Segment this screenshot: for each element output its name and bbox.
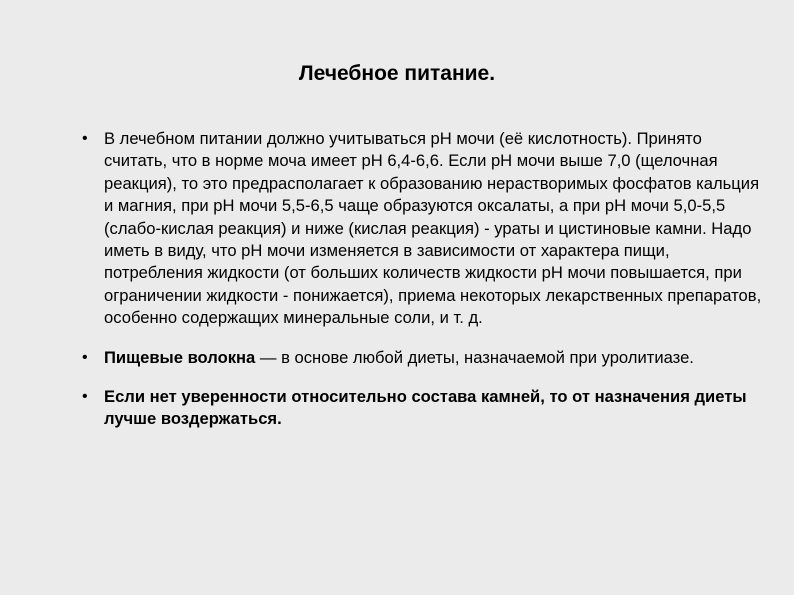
bullet-dot-icon: • bbox=[82, 130, 88, 147]
bullet-plain-text: — в основе любой диеты, назначаемой при уролитиазе. bbox=[255, 347, 694, 367]
bullet-text bbox=[104, 347, 766, 369]
bullet-item-fiber bbox=[82, 347, 766, 369]
bullet-list bbox=[82, 128, 766, 431]
slide-title: Лечебное питание. bbox=[298, 62, 496, 85]
bullet-item-ph bbox=[82, 128, 766, 330]
bullet-text: В лечебном питании должно учитываться рН мочи (её кислотность). Принято считать, что в норме моча имеет рН 6,4-6,6. Если рН мочи выше 7,0 (щелочная реакция), то это предрасполагает к образованию нерастворимых фосфатов кальция и магния, при рН мочи 5,5-6,5 чаще образуются оксалаты, а при рН мочи 5,0-5,5 (слабо-кислая реакция) и ниже (кислая реакция) - ураты и цистиновые камни. Надо иметь в виду, что рН мочи изменяется в зависимости от характера пищи, потребления жидкости (от больших количеств жидкости рН мочи повышается, при ограничении жидкости - понижается), приема некоторых лекарственных препаратов, особенно содержащих минеральные соли, и т. д. bbox=[104, 129, 762, 328]
bullet-dot-icon: • bbox=[82, 348, 88, 366]
bullet-bold-text: Если нет уверенности относительно состава камней, то от назначения диеты лучше воздержаться. bbox=[104, 387, 747, 429]
bullet-item-diet-advice bbox=[82, 386, 766, 431]
bullet-dot-icon: • bbox=[82, 388, 88, 406]
bullet-bold-text: Пищевые волокна bbox=[104, 347, 256, 367]
